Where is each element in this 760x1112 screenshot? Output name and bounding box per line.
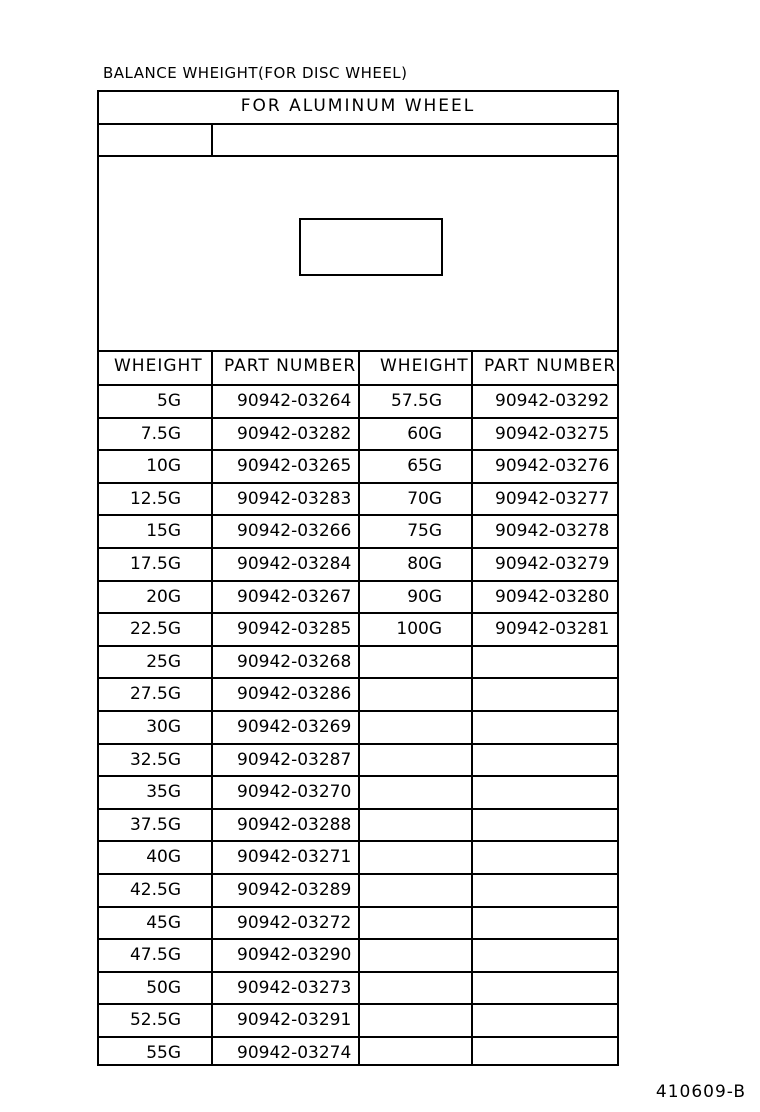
part-number-cell: 90942-03284	[237, 554, 352, 574]
weight-cell: 17.5G	[129, 554, 181, 574]
row-divider	[99, 873, 617, 875]
row-divider	[99, 612, 617, 614]
parts-table	[97, 90, 619, 1066]
divider	[211, 123, 213, 155]
divider	[99, 123, 617, 125]
row-divider	[99, 743, 617, 745]
weight-illustration-box	[299, 218, 443, 276]
part-number-cell: 90942-03285	[237, 619, 352, 639]
part-number-cell: 90942-03286	[237, 684, 352, 704]
part-number-cell: 90942-03275	[495, 424, 610, 444]
row-divider	[99, 710, 617, 712]
col-header-part-number: PART NUMBER	[224, 356, 357, 376]
weight-cell: 37.5G	[129, 815, 181, 835]
weight-cell: 20G	[146, 587, 181, 607]
weight-cell: 10G	[146, 456, 181, 476]
weight-cell: 50G	[146, 978, 181, 998]
row-divider	[99, 938, 617, 940]
part-number-cell: 90942-03291	[237, 1010, 352, 1030]
document-id: 410609-B	[655, 1082, 746, 1102]
row-divider	[99, 417, 617, 419]
part-number-cell: 90942-03268	[237, 652, 352, 672]
weight-cell: 100G	[396, 619, 442, 639]
part-number-cell: 90942-03290	[237, 945, 352, 965]
row-divider	[99, 449, 617, 451]
weight-cell: 42.5G	[129, 880, 181, 900]
weight-cell: 40G	[146, 847, 181, 867]
part-number-cell: 90942-03281	[495, 619, 610, 639]
row-divider	[99, 840, 617, 842]
part-number-cell: 90942-03279	[495, 554, 610, 574]
weight-cell: 15G	[146, 521, 181, 541]
part-number-cell: 90942-03282	[237, 424, 352, 444]
part-number-cell: 90942-03269	[237, 717, 352, 737]
part-number-cell: 90942-03288	[237, 815, 352, 835]
part-number-cell: 90942-03292	[495, 391, 610, 411]
part-number-cell: 90942-03287	[237, 750, 352, 770]
weight-cell: 5G	[157, 391, 181, 411]
part-number-cell: 90942-03271	[237, 847, 352, 867]
divider	[358, 350, 360, 1064]
weight-cell: 70G	[407, 489, 442, 509]
part-number-cell: 90942-03280	[495, 587, 610, 607]
weight-cell: 55G	[146, 1043, 181, 1063]
row-divider	[99, 971, 617, 973]
part-number-cell: 90942-03272	[237, 913, 352, 933]
weight-cell: 35G	[146, 782, 181, 802]
row-divider	[99, 808, 617, 810]
row-divider	[99, 645, 617, 647]
row-divider	[99, 514, 617, 516]
part-number-cell: 90942-03273	[237, 978, 352, 998]
weight-cell: 90G	[407, 587, 442, 607]
part-number-cell: 90942-03276	[495, 456, 610, 476]
part-number-cell: 90942-03266	[237, 521, 352, 541]
weight-cell: 47.5G	[129, 945, 181, 965]
divider	[471, 350, 473, 1064]
weight-cell: 12.5G	[129, 489, 181, 509]
col-header-part-number: PART NUMBER	[484, 356, 617, 376]
row-divider	[99, 482, 617, 484]
row-divider	[99, 677, 617, 679]
part-number-cell: 90942-03283	[237, 489, 352, 509]
row-divider	[99, 775, 617, 777]
part-number-cell: 90942-03289	[237, 880, 352, 900]
weight-cell: 60G	[407, 424, 442, 444]
part-number-cell: 90942-03274	[237, 1043, 352, 1063]
weight-cell: 57.5G	[390, 391, 442, 411]
header-divider	[99, 384, 617, 386]
weight-cell: 7.5G	[140, 424, 181, 444]
weight-cell: 65G	[407, 456, 442, 476]
weight-cell: 32.5G	[129, 750, 181, 770]
part-number-cell: 90942-03277	[495, 489, 610, 509]
part-number-cell: 90942-03264	[237, 391, 352, 411]
weight-cell: 52.5G	[129, 1010, 181, 1030]
row-divider	[99, 1036, 617, 1038]
weight-cell: 30G	[146, 717, 181, 737]
divider	[99, 155, 617, 157]
part-number-cell: 90942-03267	[237, 587, 352, 607]
table-title: FOR ALUMINUM WHEEL	[240, 96, 476, 116]
row-divider	[99, 547, 617, 549]
weight-cell: 22.5G	[129, 619, 181, 639]
col-header-weight: WHEIGHT	[114, 356, 203, 376]
row-divider	[99, 906, 617, 908]
weight-cell: 27.5G	[129, 684, 181, 704]
part-number-cell: 90942-03270	[237, 782, 352, 802]
weight-cell: 75G	[407, 521, 442, 541]
weight-cell: 25G	[146, 652, 181, 672]
weight-cell: 45G	[146, 913, 181, 933]
row-divider	[99, 1003, 617, 1005]
page-caption: BALANCE WHEIGHT(FOR DISC WHEEL)	[103, 64, 408, 82]
divider	[211, 350, 213, 1064]
col-header-weight: WHEIGHT	[380, 356, 469, 376]
weight-cell: 80G	[407, 554, 442, 574]
part-number-cell: 90942-03278	[495, 521, 610, 541]
part-number-cell: 90942-03265	[237, 456, 352, 476]
row-divider	[99, 580, 617, 582]
